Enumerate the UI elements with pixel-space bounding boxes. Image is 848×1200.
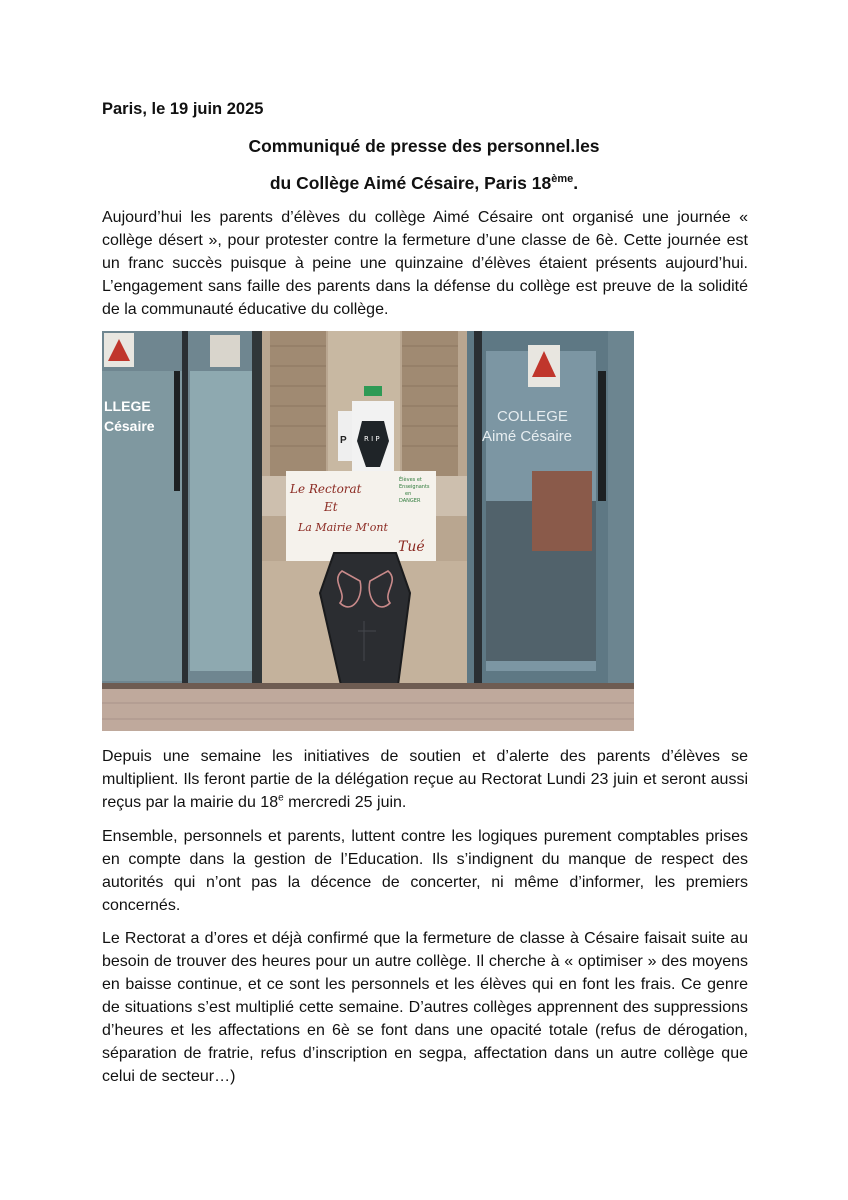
left-window-text-1: LLEGE bbox=[104, 398, 151, 414]
title-line-1: Communiqué de presse des personnel.les bbox=[248, 136, 600, 156]
paragraph-2-text-end: mercredi 25 juin. bbox=[283, 794, 407, 811]
right-window-text-1: COLLEGE bbox=[497, 408, 568, 425]
rip-sign: R I P bbox=[364, 435, 380, 443]
title-line-2-suffix: . bbox=[573, 173, 579, 193]
sign-line-2: Et bbox=[324, 500, 338, 514]
small-sign: P bbox=[340, 435, 347, 446]
paragraph-2 bbox=[102, 745, 748, 814]
paragraph-3: Ensemble, personnels et parents, luttent contre les logiques purement comptables prises en compte dans la gestion de l’Education. Ils s’indignent du manque de respect des autorités qui n’ont pas la décence de concerter, ni même d’informer, les premiers concernés. bbox=[102, 828, 748, 914]
paragraph-4: Le Rectorat a d’ores et déjà confirmé que la fermeture de classe à Césaire faisait suite au besoin de trouver des heures pour un autre collège. Il cherche à « optimiser » des moyens en baisse continue, et ce sont les personnels et les élèves qui en font les frais. Ce genre de situations s’est multiplié cette semaine. D’autres collèges apprennent des suppressions d’heures et les affectations en 6è se font dans une opacité totale (refus de dérogation, séparation de fratrie, refus d’inscription en segpa, affectation dans un autre collège que celui de secteur…) bbox=[102, 930, 748, 1085]
sign-line-3: La Mairie M'ont bbox=[298, 521, 388, 534]
dateline: Paris, le 19 juin 2025 bbox=[102, 100, 264, 118]
paragraph-2-text: Depuis une semaine les initiatives de soutien et d’alerte des parents d’élèves se multiplient. Ils feront partie de la délégation reçue au Rectorat Lundi 23 juin et seront aussi reçus par la mairie du 18 bbox=[102, 748, 748, 811]
paragraph-1: Aujourd’hui les parents d’élèves du collège Aimé Césaire ont organisé une journée « collège désert », pour protester contre la fermeture d’une classe de 6è. Cette journée est un franc succès puisque à peine une quinzaine d’élèves étaient présents aujourd’hui. L’engagement sans faille des parents dans la défense du collège est preuve de la solidité de la communauté éducative du collège. bbox=[102, 209, 748, 318]
sign-corner-line-3: en bbox=[405, 491, 412, 497]
school-entrance-photo bbox=[102, 331, 634, 731]
sign-line-4: Tué bbox=[398, 539, 425, 555]
sign-corner-line-2: Enseignants bbox=[399, 484, 430, 490]
sign-corner-line-4: DANGER bbox=[399, 498, 421, 504]
title-line-2 bbox=[0, 173, 848, 194]
right-window-text-2: Aimé Césaire bbox=[482, 428, 573, 445]
sign-line-1: Le Rectorat bbox=[290, 482, 362, 496]
title-superscript: ème bbox=[551, 173, 574, 186]
paragraph-2-superscript: e bbox=[278, 792, 284, 804]
left-window-text-2: Césaire bbox=[104, 418, 155, 434]
title-line-2-text: du Collège Aimé Césaire, Paris 18 bbox=[269, 173, 552, 193]
sign-corner-line-1: Élèves et bbox=[399, 477, 422, 483]
